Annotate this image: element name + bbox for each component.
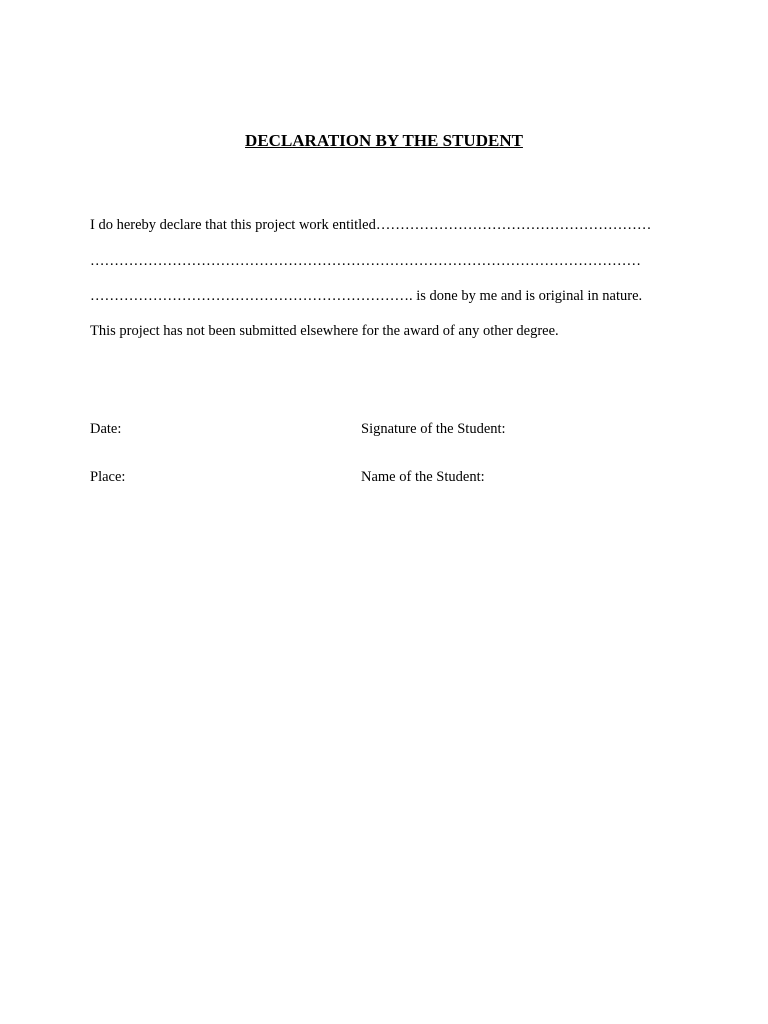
signature-label: Signature of the Student: [361,421,506,437]
declaration-line-4: This project has not been submitted elsewhere for the award of any other degree. [90,323,559,339]
place-label: Place: [90,469,126,485]
document-title: DECLARATION BY THE STUDENT [245,131,523,150]
declaration-line-2: …………………………………………………………………………………………………… [90,253,641,269]
declaration-line-3: …………………………………………………………. is done by me and is original in nature. [90,288,643,304]
declaration-line-1: I do hereby declare that this project work entitled………………………………………………… [90,217,652,233]
date-label: Date: [90,421,122,437]
student-name-label: Name of the Student: [361,469,485,485]
